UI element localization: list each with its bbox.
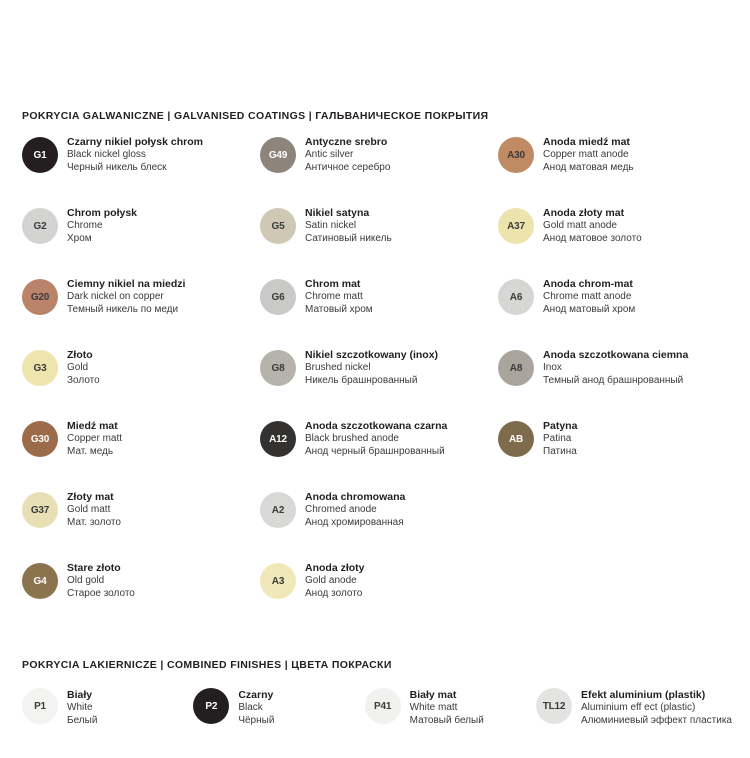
list-item[interactable] xyxy=(256,278,494,349)
list-item-texts xyxy=(67,207,137,246)
label-ru: Античное серебро xyxy=(305,162,391,174)
list-item-texts xyxy=(305,136,390,175)
label-en: Gold matt xyxy=(67,504,111,516)
list-item-texts xyxy=(543,207,642,246)
list-item-texts xyxy=(67,349,100,388)
swatch-g20: G20 xyxy=(22,279,58,315)
swatch-g5: G5 xyxy=(260,208,296,244)
label-ru: Анод хромированная xyxy=(305,517,404,529)
list-item-texts xyxy=(543,420,577,459)
label-en: Black nickel gloss xyxy=(67,149,146,161)
combined-grid xyxy=(18,687,732,758)
list-item-texts xyxy=(67,420,122,459)
label-pl: Anoda złoty mat xyxy=(543,207,625,219)
list-item-texts xyxy=(305,562,365,601)
label-en: Chromed anode xyxy=(305,504,377,516)
label-pl: Miedź mat xyxy=(67,420,118,432)
label-ru: Темный никель по меди xyxy=(67,304,179,316)
list-item-texts xyxy=(67,687,97,728)
list-item[interactable] xyxy=(494,420,732,491)
label-ru: Матовый белый xyxy=(409,715,484,727)
label-pl: Anoda złoty xyxy=(305,562,365,574)
label-pl: Złoty mat xyxy=(67,491,114,503)
list-item[interactable] xyxy=(494,207,732,278)
swatch-ab: AB xyxy=(498,421,534,457)
label-pl: Nikiel szczotkowany (inox) xyxy=(305,349,439,361)
label-pl: Antyczne srebro xyxy=(305,136,388,148)
label-ru: Хром xyxy=(67,233,92,245)
label-en: Chrome matt anode xyxy=(543,291,632,303)
list-item[interactable] xyxy=(532,687,732,758)
label-ru: Чёрный xyxy=(238,715,275,727)
list-item[interactable] xyxy=(256,349,494,420)
list-item[interactable] xyxy=(256,491,494,562)
label-ru: Анод золото xyxy=(305,588,363,600)
label-en: Satin nickel xyxy=(305,220,357,232)
galvanised-column-1 xyxy=(18,136,256,633)
label-pl: Anoda szczotkowana ciemna xyxy=(543,349,689,361)
list-item[interactable] xyxy=(256,136,494,207)
list-item-texts xyxy=(305,278,373,317)
label-pl: Złoto xyxy=(67,349,93,361)
label-en: Gold matt anode xyxy=(543,220,617,232)
label-en: Gold xyxy=(67,362,89,374)
label-en: Old gold xyxy=(67,575,105,587)
section-title-combined: POKRYCIA LAKIERNICZE | COMBINED FINISHES | ЦВЕТА ПОКРАСКИ xyxy=(22,659,392,671)
label-pl: Nikiel satyna xyxy=(305,207,370,219)
list-item[interactable] xyxy=(256,207,494,278)
swatch-tl12: TL12 xyxy=(536,688,572,724)
swatch-a12: A12 xyxy=(260,421,296,457)
label-ru: Золото xyxy=(67,375,100,387)
label-ru: Сатиновый никель xyxy=(305,233,392,245)
label-pl: Czarny nikiel połysk chrom xyxy=(67,136,203,148)
swatch-g49: G49 xyxy=(260,137,296,173)
label-en: Chrome matt xyxy=(305,291,363,303)
label-en: Black xyxy=(238,702,263,714)
label-ru: Темный анод брашнрованный xyxy=(543,375,684,387)
list-item[interactable] xyxy=(494,278,732,349)
label-ru: Анод матовый хром xyxy=(543,304,636,316)
label-en: Inox xyxy=(543,362,562,374)
list-item-texts xyxy=(305,349,438,388)
label-pl: Anoda miedź mat xyxy=(543,136,630,148)
label-en: Aluminium eff ect (plastic) xyxy=(580,702,696,714)
label-en: Antic silver xyxy=(305,149,354,161)
label-ru: Анод черный брашнрованный xyxy=(305,446,445,458)
list-item[interactable] xyxy=(18,562,256,633)
list-item-texts xyxy=(305,420,447,459)
label-pl: Biały xyxy=(67,689,93,701)
label-pl: Chrom mat xyxy=(305,278,361,290)
label-en: Copper matt xyxy=(67,433,123,445)
list-item[interactable] xyxy=(18,136,256,207)
label-pl: Biały mat xyxy=(409,689,457,701)
label-en: Patina xyxy=(543,433,572,445)
swatch-g37: G37 xyxy=(22,492,58,528)
list-item[interactable] xyxy=(494,349,732,420)
list-item[interactable] xyxy=(18,278,256,349)
label-ru: Патина xyxy=(543,446,577,458)
swatch-a3: A3 xyxy=(260,563,296,599)
list-item-texts xyxy=(581,687,732,728)
label-ru: Мат. золото xyxy=(67,517,121,529)
list-item-texts xyxy=(305,491,405,530)
list-item[interactable] xyxy=(189,687,360,758)
label-pl: Efekt aluminium (plastik) xyxy=(580,689,706,701)
galvanised-column-3 xyxy=(494,136,732,633)
swatch-a30: A30 xyxy=(498,137,534,173)
swatch-a6: A6 xyxy=(498,279,534,315)
swatch-g1: G1 xyxy=(22,137,58,173)
label-pl: Czarny xyxy=(238,689,274,701)
swatch-p1: P1 xyxy=(22,688,58,724)
label-en: Black brushed anode xyxy=(305,433,399,445)
section-title-galvanised: POKRYCIA GALWANICZNE | GALVANISED COATINGS | ГАЛЬВАНИЧЕСКОЕ ПОКРЫТИЯ xyxy=(22,110,489,122)
label-pl: Stare złoto xyxy=(67,562,121,574)
label-en: Copper matt anode xyxy=(543,149,629,161)
swatch-a37: A37 xyxy=(498,208,534,244)
swatch-g8: G8 xyxy=(260,350,296,386)
swatch-a2: A2 xyxy=(260,492,296,528)
list-item[interactable] xyxy=(256,420,494,491)
list-item-texts xyxy=(67,562,135,601)
swatch-g4: G4 xyxy=(22,563,58,599)
label-en: White matt xyxy=(409,702,458,714)
label-en: Brushed nickel xyxy=(305,362,371,374)
label-ru: Анод матовое золото xyxy=(543,233,642,245)
label-ru: Старое золото xyxy=(67,588,135,600)
list-item[interactable] xyxy=(18,420,256,491)
list-item[interactable] xyxy=(361,687,532,758)
galvanised-grid xyxy=(18,136,732,633)
list-item-texts xyxy=(410,687,484,728)
label-ru: Белый xyxy=(67,715,98,727)
list-item-texts xyxy=(543,349,688,388)
label-en: Dark nickel on copper xyxy=(67,291,164,303)
list-item-texts xyxy=(305,207,392,246)
list-item[interactable] xyxy=(18,349,256,420)
list-item-texts xyxy=(67,278,185,317)
label-pl: Patyna xyxy=(543,420,578,432)
galvanised-column-2 xyxy=(256,136,494,633)
swatch-a8: A8 xyxy=(498,350,534,386)
list-item[interactable] xyxy=(256,562,494,633)
label-ru: Анод матовая медь xyxy=(543,162,634,174)
label-pl: Ciemny nikiel na miedzi xyxy=(67,278,186,290)
swatch-g6: G6 xyxy=(260,279,296,315)
list-item-texts xyxy=(67,491,121,530)
label-ru: Мат. медь xyxy=(67,446,114,458)
label-ru: Алюминиевый эффект пластика xyxy=(580,715,732,727)
label-pl: Anoda chrom-mat xyxy=(543,278,633,290)
swatch-g30: G30 xyxy=(22,421,58,457)
label-en: White xyxy=(67,702,93,714)
label-en: Gold anode xyxy=(305,575,357,587)
swatch-p41: P41 xyxy=(365,688,401,724)
label-pl: Chrom połysk xyxy=(67,207,138,219)
list-item-texts xyxy=(543,136,634,175)
list-item[interactable] xyxy=(18,687,189,758)
label-ru: Матовый хром xyxy=(305,304,373,316)
swatch-g3: G3 xyxy=(22,350,58,386)
swatch-g2: G2 xyxy=(22,208,58,244)
list-item[interactable] xyxy=(18,491,256,562)
label-en: Chrome xyxy=(67,220,103,232)
list-item-texts xyxy=(67,136,203,175)
list-item-texts xyxy=(543,278,635,317)
list-item[interactable] xyxy=(18,207,256,278)
label-pl: Anoda szczotkowana czarna xyxy=(305,420,448,432)
label-ru: Никель брашнрованный xyxy=(305,375,418,387)
list-item-texts xyxy=(238,687,274,728)
swatch-p2: P2 xyxy=(193,688,229,724)
label-ru: Черный никель блеск xyxy=(67,162,167,174)
list-item[interactable] xyxy=(494,136,732,207)
label-pl: Anoda chromowana xyxy=(305,491,406,503)
